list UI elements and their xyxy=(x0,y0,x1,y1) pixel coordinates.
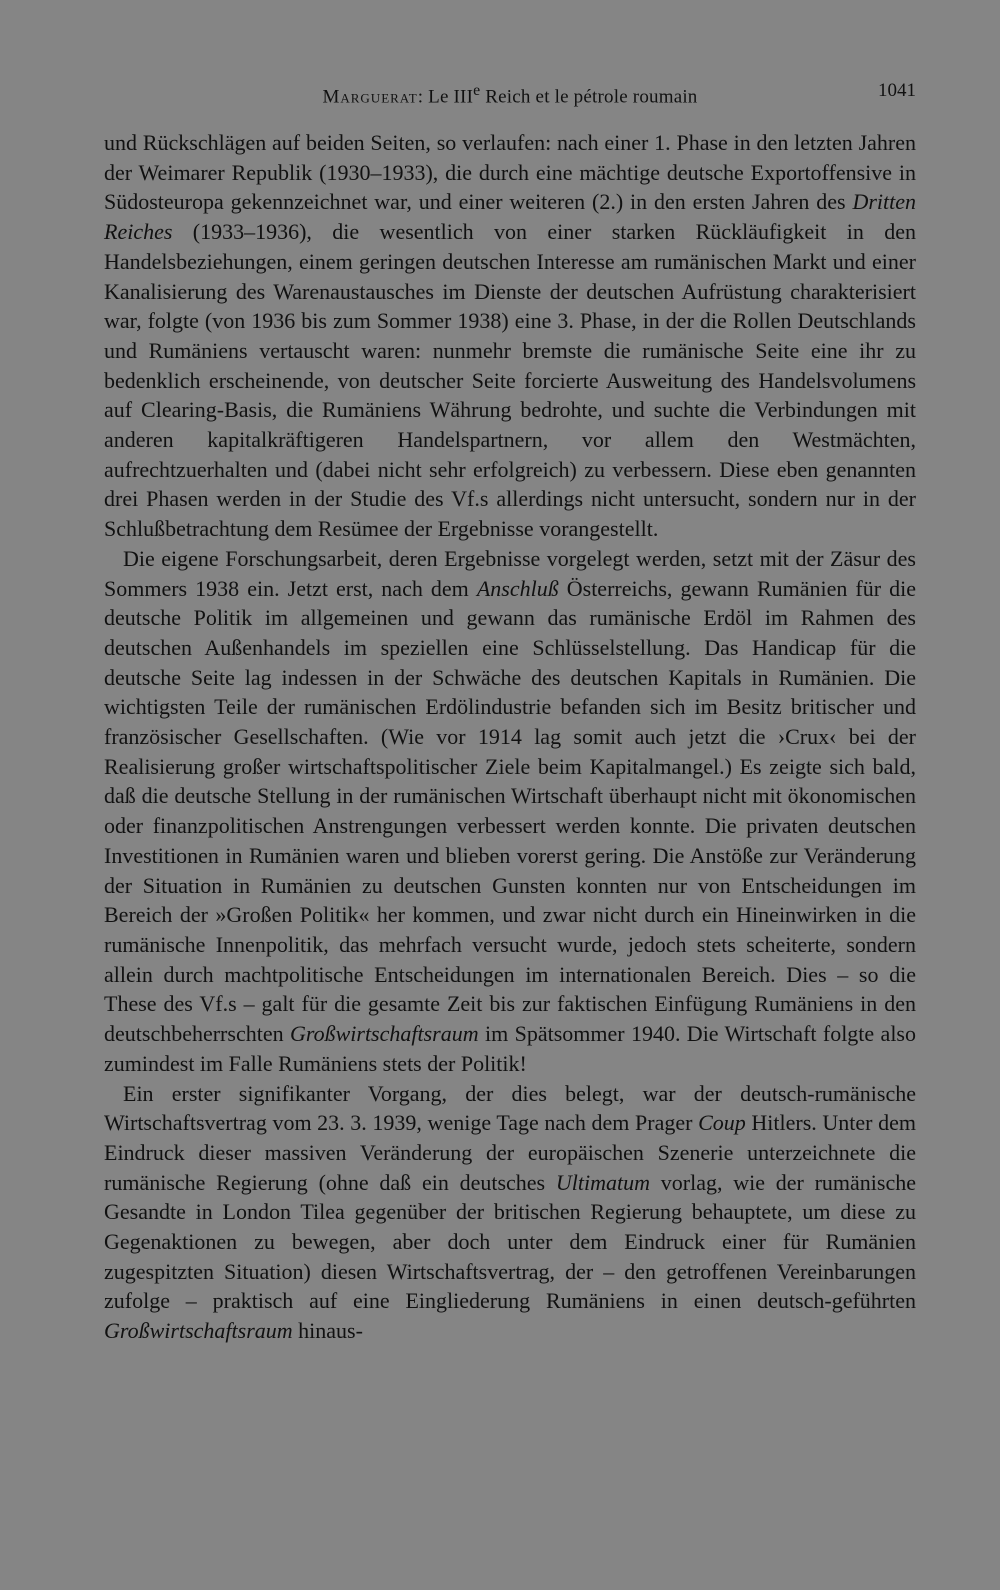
paragraph xyxy=(104,128,916,544)
running-title-text: : Le III xyxy=(417,86,474,108)
body-text xyxy=(104,128,916,1346)
running-head xyxy=(104,76,916,106)
italic-term: Coup xyxy=(698,1110,746,1136)
text-run: und Rückschlägen auf beiden Seiten, so verlaufen: nach einer 1. Phase in den letzten Jahren der Weimarer Republik (1930–1933), die durch eine mächtige deutsche Exportoffensive in Südosteuropa gekennzeichnet war, und einer weiteren (2.) in den ersten Jahren des xyxy=(104,130,916,215)
text-run: (1933–1936), die wesentlich von einer starken Rückläufigkeit in den Handelsbeziehungen, einem geringen deutschen Interesse am rumänischen Markt und einer Kanalisierung des Warenaustausches im Dienste der deutschen Aufrüstung charakterisiert war, folgte (von 1936 bis zum Sommer 1938) eine 3. Phase, in der die Rollen Deutschlands und Rumäniens vertauscht waren: nunmehr bremste die rumänische Seite eine ihr zu bedenklich erscheinende, von deutscher Seite forcierte Ausweitung des Handelsvolumens auf Clearing-Basis, die Rumäniens Währung bedrohte, und suchte die Verbindungen mit anderen kapitalkräftigeren Handelspartnern, vor allem den Westmächten, aufrechtzuerhalten und (dabei nicht sehr erfolgreich) zu verbessern. Diese eben genannten drei Phasen werden in der Studie des Vf.s allerdings nicht untersucht, sondern nur in der Schlußbetrachtung dem Resümee der Ergebnisse vorangestellt. xyxy=(104,219,916,542)
text-run: vorlag, wie der rumänische Gesandte in London Tilea gegenüber der britischen Regierung behauptete, um diese zu Gegenaktionen zu bewegen, aber doch unter dem Eindruck einer für Rumänien zugespitzten Situation) diesen Wirtschaftsvertrag, der – den getroffenen Vereinbarungen zufolge – praktisch auf eine Eingliederung Rumäniens in einen deutsch-geführten xyxy=(104,1169,917,1314)
italic-term: Ultimatum xyxy=(555,1169,650,1195)
running-title-superscript: e xyxy=(473,82,481,99)
running-title xyxy=(104,76,916,112)
author-name: Marguerat xyxy=(322,86,418,108)
text-run: Die eigene Forschungsarbeit, deren Ergebnisse vorgelegt werden, setzt mit der Zäsur des Sommers 1938 ein. Jetzt erst, nach dem xyxy=(104,545,916,601)
text-run: Hitlers. Unter dem Eindruck dieser massiven Veränderung der europäischen Szenerie unterzeichnete die rumänische Regierung (ohne daß ein deutsches xyxy=(104,1110,916,1195)
text-run: Ein erster signifikanter Vorgang, der dies belegt, war der deutsch-rumänische Wirtschaftsvertrag vom 23. 3. 1939, wenige Tage nach dem Prager xyxy=(104,1080,916,1136)
page-number: 1041 xyxy=(878,80,916,101)
running-title-rest: Reich et le pétrole roumain xyxy=(480,86,698,108)
italic-term: Großwirtschaftsraum xyxy=(289,1021,479,1047)
paragraph xyxy=(104,544,916,1079)
paragraph xyxy=(104,1079,916,1346)
text-run: im Spätsommer 1940. Die Wirtschaft folgte also zumindest im Falle Rumäniens stets der Politik! xyxy=(104,1021,916,1076)
italic-term: Großwirtschaftsraum xyxy=(104,1318,293,1344)
italic-term: Dritten Reiches xyxy=(104,189,916,245)
italic-term: Anschluß xyxy=(476,575,559,601)
text-run: hinaus- xyxy=(292,1318,363,1344)
text-run: Österreichs, gewann Rumänien für die deutsche Politik im allgemeinen und gewann das rumänische Erdöl im Rahmen des deutschen Außenhandels im speziellen eine Schlüsselstellung. Das Handicap für die deutsche Seite lag indessen in der Schwäche des deutschen Kapitals in Rumänien. Die wichtigsten Teile der rumänischen Erdölindustrie befanden sich im Besitz britischer und französischer Gesellschaften. (Wie vor 1914 lag somit auch jetzt die ›Crux‹ bei der Realisierung großer wirtschaftspolitischer Ziele beim Kapitalmangel.) Es zeigte sich bald, daß die deutsche Stellung in der rumänischen Wirtschaft überhaupt nicht mit ökonomischen oder finanzpolitischen Anstrengungen verbessert werden konnte. Die privaten deutschen Investitionen in Rumänien waren und blieben vorerst gering. Die Anstöße zur Veränderung der Situation in Rumänien zu deutschen Gunsten konnten nur von Entscheidungen im Bereich der »Großen Politik« her kommen, und zwar nicht durch ein Hineinwirken in die rumänische Innenpolitik, das mehrfach versucht wurde, jedoch stets scheiterte, sondern allein durch machtpolitische Entscheidungen im internationalen Bereich. Dies – so die These des Vf.s – galt für die gesamte Zeit bis zur faktischen Einfügung Rumäniens in den deutschbeherrschten xyxy=(104,575,916,1047)
